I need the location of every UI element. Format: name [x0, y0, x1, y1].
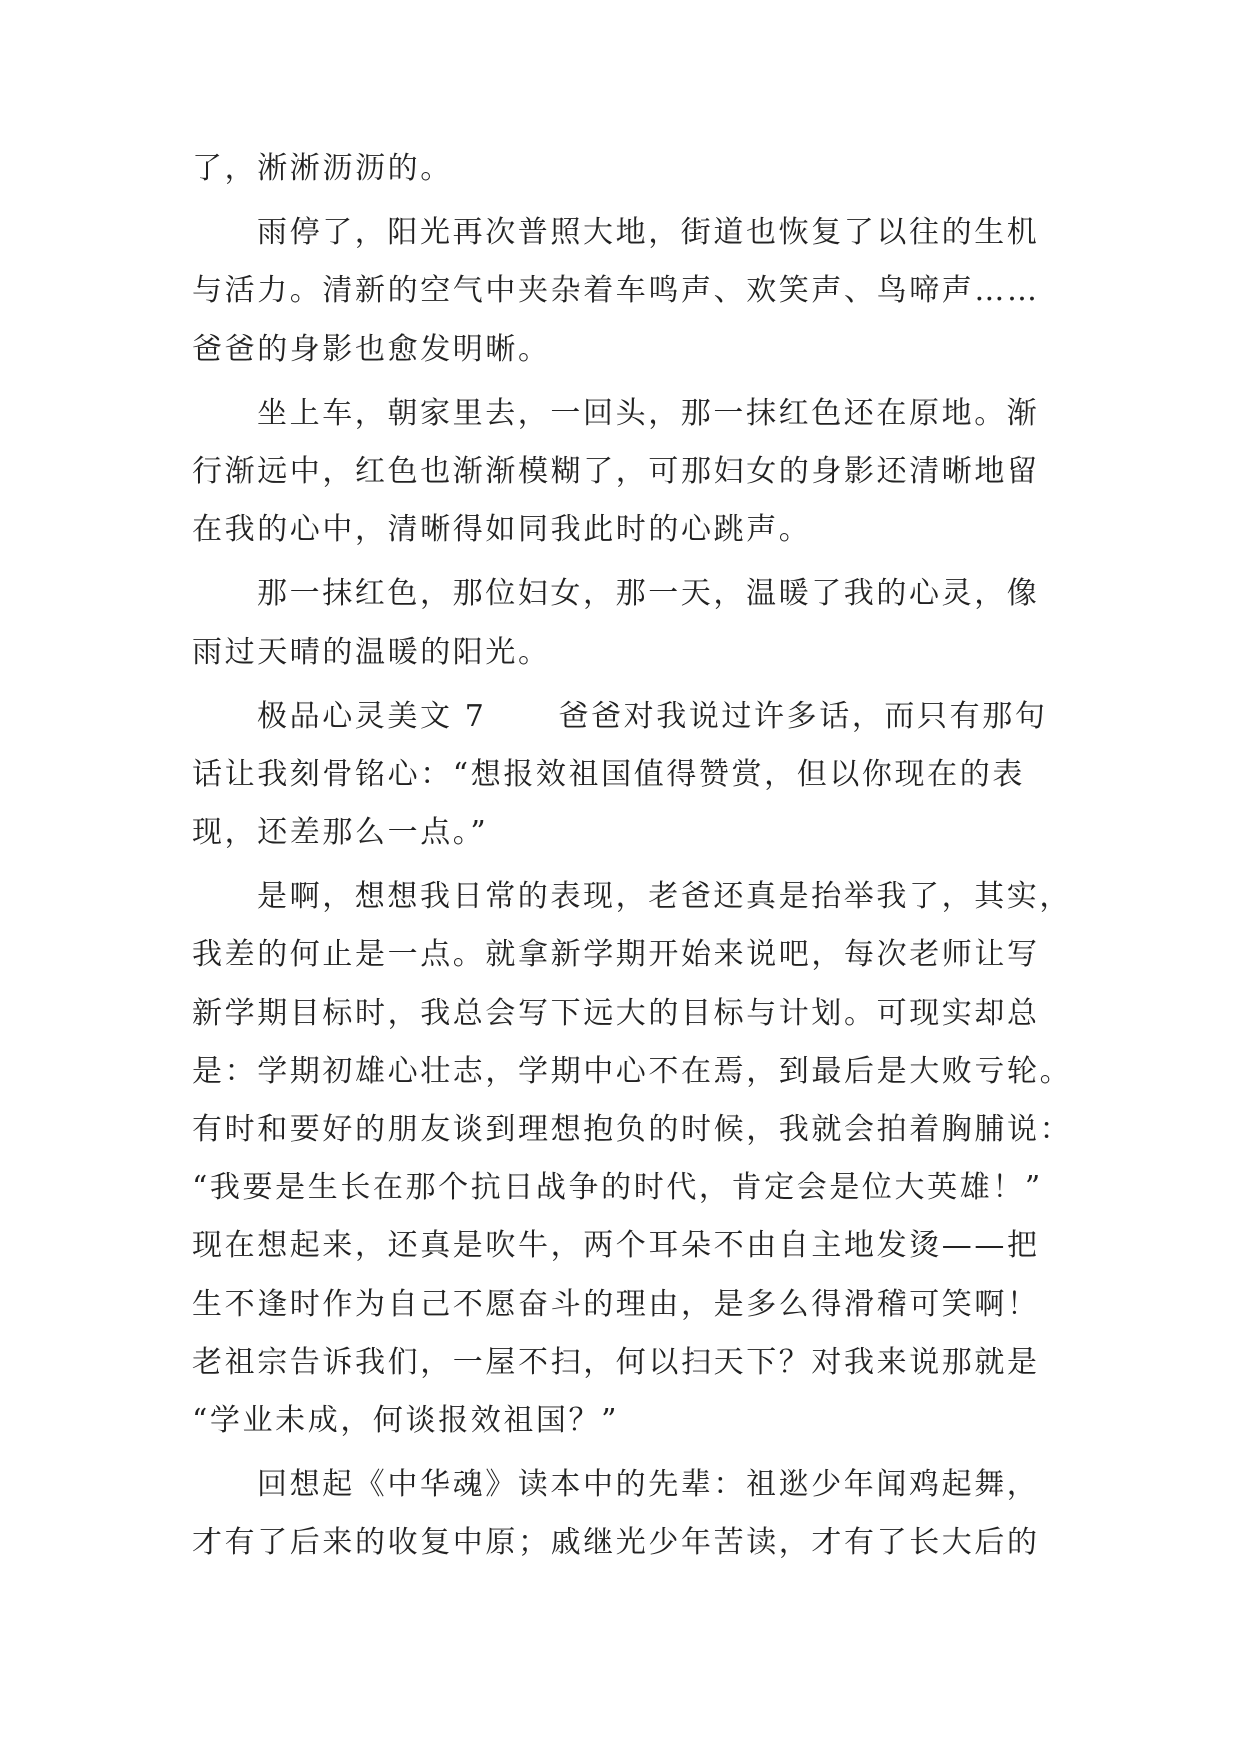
text-line: 雨过天晴的温暖的阳光。: [192, 634, 551, 670]
text-line: “学业未成，何谈报效祖国？”: [192, 1402, 620, 1438]
section-heading: 极品心灵美文 7: [257, 698, 487, 734]
text-line: 老祖宗告诉我们，一屋不扫，何以扫天下？对我来说那就是: [192, 1344, 1040, 1380]
text-line: 回想起《中华魂》读本中的先辈：祖逖少年闻鸡起舞，: [257, 1467, 1040, 1503]
text-line: 是：学期初雄心壮志，学期中心不在焉，到最后是大败亏轮。: [192, 1053, 1073, 1089]
text-line: 那一抹红色，那位妇女，那一天，温暖了我的心灵，像: [257, 576, 1040, 612]
text-line: 爸爸的身影也愈发明晰。: [192, 331, 551, 367]
paragraph-2: [192, 204, 1052, 379]
text-line: 雨停了，阳光再次普照大地，街道也恢复了以往的生机: [257, 215, 1040, 251]
paragraph-5: [192, 688, 1052, 863]
text-line: 新学期目标时，我总会写下远大的目标与计划。可现实却总: [192, 995, 1040, 1031]
text-line: [192, 688, 1052, 746]
text-line: 现，还差那么一点。”: [192, 815, 489, 851]
text-line: 坐上车，朝家里去，一回头，那一抹红色还在原地。渐: [257, 395, 1040, 431]
text-line: 了，淅淅沥沥的。: [192, 151, 453, 186]
paragraph-3: [192, 385, 1052, 560]
text-line: 话让我刻骨铭心：“想报效祖国值得赞赏，但以你现在的表: [192, 756, 1025, 792]
text-line: 有时和要好的朋友谈到理想抱负的时候，我就会拍着胸脯说：: [192, 1112, 1073, 1147]
text-line: 是啊，想想我日常的表现，老爸还真是抬举我了，其实，: [257, 879, 1072, 915]
text-line: 与活力。清新的空气中夹杂着车鸣声、欢笑声、鸟啼声……: [192, 273, 1040, 309]
paragraph-4: [192, 565, 1052, 681]
text-line: 才有了后来的收复中原；戚继光少年苦读，才有了长大后的: [192, 1525, 1040, 1561]
text-line: 行渐远中，红色也渐渐模糊了，可那妇女的身影还清晰地留: [192, 453, 1040, 489]
text-line: 在我的心中，清晰得如同我此时的心跳声。: [192, 512, 812, 548]
document-page: [192, 140, 1073, 1573]
paragraph-1: [192, 140, 1052, 198]
paragraph-6: [192, 868, 1073, 1450]
text-line: 我差的何止是一点。就拿新学期开始来说吧，每次老师让写: [192, 937, 1040, 973]
text-line: 生不逢时作为自己不愿奋斗的理由，是多么得滑稽可笑啊！: [192, 1286, 1040, 1322]
paragraph-7: [192, 1456, 1052, 1572]
text-line: “我要是生长在那个抗日战争的时代，肯定会是位大英雄！”: [192, 1170, 1043, 1206]
text-line: 现在想起来，还真是吹牛，两个耳朵不由自主地发烫——把: [192, 1228, 1040, 1264]
text-line-continuation: 爸爸对我说过许多话，而只有那句: [558, 698, 1048, 734]
